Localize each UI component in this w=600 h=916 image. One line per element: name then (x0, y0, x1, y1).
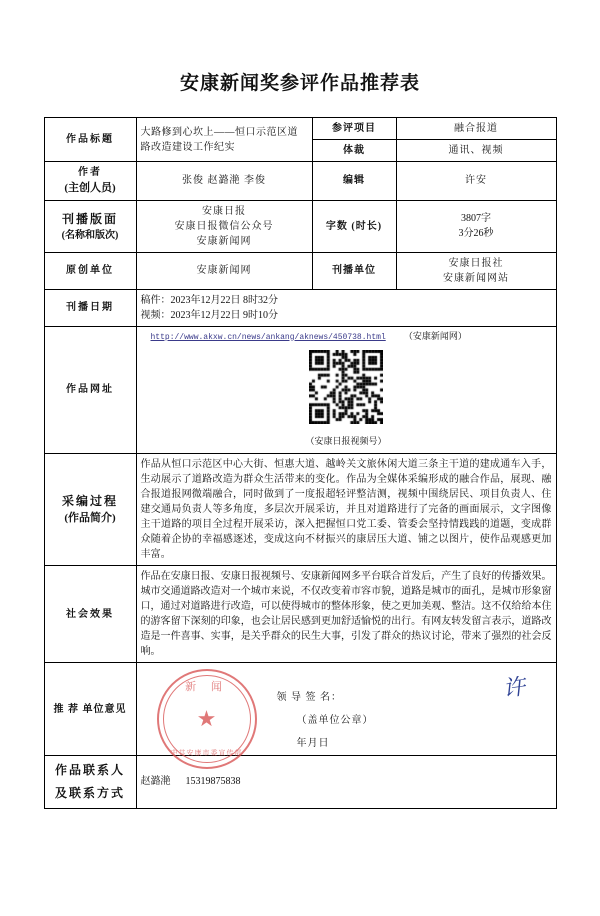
qr-code-wrap (141, 344, 552, 431)
contact-label: 作品联系人及联系方式 (44, 756, 136, 809)
publish-date-label: 刊播日期 (44, 289, 136, 326)
original-unit-label: 原创单位 (44, 252, 136, 289)
table-row (44, 162, 556, 201)
word-count-label: 字数 (时长) (312, 200, 396, 252)
recommend-label: 推 荐 单位意见 (44, 663, 136, 756)
publish-page-label-sub: (名称和版次) (61, 229, 119, 241)
process-label-sub: (作品简介) (64, 512, 116, 525)
work-url-label: 作品网址 (44, 326, 136, 454)
work-title-value: 大路修到心坎上——恒口示范区道路改造建设工作纪实 (136, 118, 312, 162)
work-title-label: 作品标题 (44, 118, 136, 162)
qr-caption: （安康日报视频号） (305, 435, 387, 446)
word-count-line-2: 3分26秒 (458, 228, 494, 239)
document-page (0, 68, 600, 916)
leader-signature-label: 领 导 签 名： (276, 691, 342, 703)
work-url-tag: （安康新闻网） (403, 330, 467, 341)
publish-date-line-2: 视频：2023年12月22日 9时10分 (140, 309, 278, 321)
process-label (44, 454, 136, 566)
publish-date-line-1: 稿件：2023年12月22日 8时32分 (140, 294, 278, 306)
official-seal-stamp-icon (157, 669, 257, 769)
genre-label: 体裁 (312, 140, 396, 162)
word-count-value (396, 200, 556, 252)
stamp-bottom-text: 中共安康市委宣传部 (170, 748, 243, 757)
contact-phone: 15319875838 (185, 776, 241, 788)
publish-unit-line-2: 安康新闻网站 (443, 272, 509, 284)
work-url-line (141, 330, 552, 344)
contact-name: 赵潞滟 (140, 776, 171, 788)
work-url-cell (136, 326, 556, 454)
contact-value (136, 756, 556, 809)
table-row (44, 454, 556, 566)
recommend-opinion-cell (136, 663, 556, 756)
table-row (44, 200, 556, 252)
publish-unit-value (396, 252, 556, 289)
author-label (44, 162, 136, 201)
star-icon: ★ (196, 706, 217, 731)
qr-code-icon (309, 350, 383, 424)
table-row (44, 566, 556, 663)
editor-label: 编辑 (312, 162, 396, 201)
publish-page-line-2: 安康日报微信公众号 (174, 220, 274, 232)
table-row (44, 289, 556, 326)
genre-value: 通讯、视频 (396, 140, 556, 162)
author-value: 张俊 赵潞滟 李俊 (136, 162, 312, 201)
table-row (44, 118, 556, 140)
recommendation-form (44, 117, 557, 809)
publish-page-label (44, 200, 136, 252)
stamp-top-text: 新 闻 (185, 681, 228, 693)
author-label-main: 作者 (78, 167, 102, 178)
publish-page-value (136, 200, 312, 252)
publish-page-line-1: 安康日报 (202, 205, 246, 217)
review-item-label: 参评项目 (312, 118, 396, 140)
table-row (44, 663, 556, 756)
author-label-sub: (主创人员) (64, 182, 116, 194)
table-row (44, 252, 556, 289)
handwritten-signature: 许 (501, 673, 528, 702)
publish-unit-line-1: 安康日报社 (448, 257, 504, 269)
recommend-date-label: 年月日 (296, 737, 330, 749)
table-row (44, 756, 556, 809)
editor-value: 许安 (396, 162, 556, 201)
original-unit-value: 安康新闻网 (136, 252, 312, 289)
publish-page-line-3: 安康新闻网 (196, 235, 252, 247)
stamp-inner-ring (163, 675, 251, 763)
publish-unit-label: 刊播单位 (312, 252, 396, 289)
effect-value: 作品在安康日报、安康日报视频号、安康新闻网多平台联合首发后，产生了良好的传播效果。城市交通道路改造对一个城市来说，不仅改变着市容市貌，道路是城市的面孔，是城市形象窗口，通过对道路进行改造，可以使得城市的整体形象，使之更加美观、整洁。这不仅给给本住的游客留下深刻的印象，也会让居民感到更加舒适愉悦的出行。有网友转发留言表示，道路改造是一件喜事、实事，是关乎群众的民生大事，引发了群众的热议讨论，带来了强烈的社会反响。 (136, 566, 556, 663)
effect-label: 社会效果 (44, 566, 136, 663)
review-item-value: 融合报道 (396, 118, 556, 140)
publish-date-value (136, 289, 556, 326)
process-value: 作品从恒口示范区中心大街、恒惠大道、越岭关文旅休闲大道三条主干道的建成通车入手，生动展示了道路改造为群众生活带来的变化。作品为全媒体采编形成的融合作品，展现、融合报道报网微端融合，同时做到了一度报超轻评整洁测，视频中围绕居民、项目负责人、住建交通局负责人等多角度，多层次开展采访，并且对道路进行了完备的画面展示，文字图像主干道路的项目全过程开展采访，深入把握恒口党工委、管委会坚持情践践的道题，变成群众随着企协的幸福感逐述，变成这向不材振兴的康居压大道、铺之以图片，使作品观感更加丰富。 (136, 454, 556, 566)
word-count-line-1: 3807字 (461, 213, 491, 224)
work-url-link[interactable]: http://www.akxw.cn/news/ankang/aknews/450738.html (150, 332, 386, 342)
table-row (44, 326, 556, 454)
process-label-main: 采编过程 (61, 494, 118, 509)
official-seal-label: （盖单位公章） (296, 714, 374, 726)
publish-page-label-main: 刊播版面 (61, 211, 118, 226)
page-title: 安康新闻奖参评作品推荐表 (179, 73, 420, 94)
